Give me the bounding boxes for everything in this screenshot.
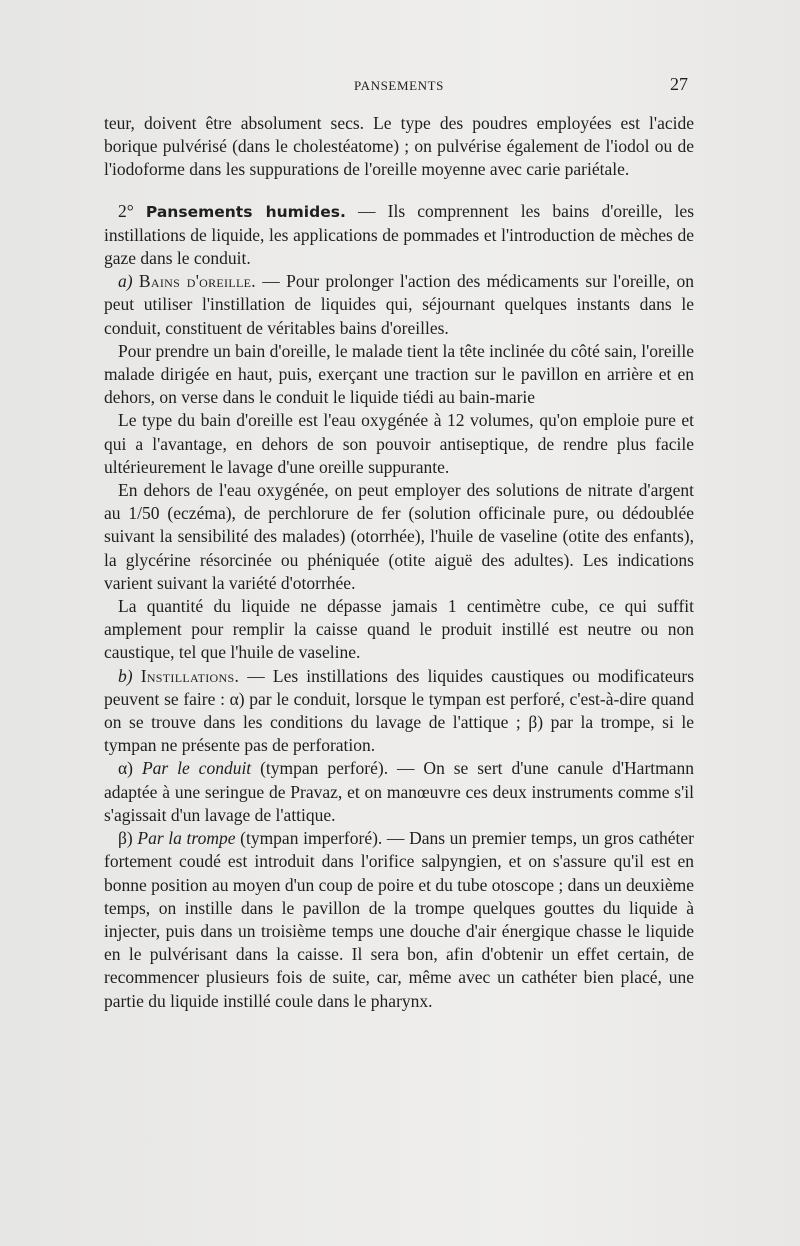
paragraph-text: — Les instillations des liquides caustiques ou modificateurs peuvent se faire : α) par le conduit, lorsque le tympan est perforé, c'est-à-dire quand on se trouve dans les conditions du lavage de l'attique ; β) par la trompe, si le tympan ne présente pas de perforation. (104, 665, 695, 756)
subsection-heading: Par le conduit (141, 758, 252, 779)
subsection-heading: Bains d'oreille. (138, 271, 256, 292)
paragraph-continuation (104, 112, 694, 182)
body-text (104, 112, 694, 1013)
running-head: PANSEMENTS (353, 78, 445, 93)
paragraph-text: Pour prendre un bain d'oreille, le malade tient la tête inclinée du côté sain, l'oreille malade dirigée en haut, puis, exerçant une traction sur le pavillon en arrière et en dehors, on verse dans le conduit le liquide tiédi au bain-marie (104, 340, 694, 408)
subsection-label: a) (118, 271, 133, 292)
paragraph-text: La quantité du liquide ne dépasse jamais 1 centimètre cube, ce qui suffit amplement pour remplir la caisse quand le produit instillé est neutre ou non caustique, tel que l'huile de vaseline. (104, 596, 694, 663)
subsection-heading: Par la trompe (137, 828, 236, 849)
page-header (104, 76, 694, 96)
paragraph (104, 340, 694, 410)
subsection-label: β) (118, 828, 133, 849)
section-pansements-humides (104, 200, 694, 271)
paragraph-text: — Ils comprennent les bains d'oreille, les instillations de liquide, les applications de pommades et l'introduction de mèches de gaze dans le conduit. (104, 200, 695, 269)
paragraph-text: Le type du bain d'oreille est l'eau oxygénée à 12 volumes, qu'on emploie pure et qui a l'avantage, en dehors de son pouvoir antiseptique, de rendre plus facile ultérieurement le lavage d'une oreille suppurante. (104, 410, 694, 477)
subsection-instillations (104, 665, 694, 758)
paragraph (104, 409, 694, 479)
subsection-label: b) (118, 665, 133, 686)
paragraph (104, 479, 694, 595)
paragraph-text: (tympan perforé). — On se sert d'une canule d'Hartmann adaptée à une seringue de Pravaz, et on manœuvre ces deux instruments comme s'il s'agissait d'un lavage de l'attique. (104, 758, 695, 825)
paragraph-text: (tympan imperforé). — Dans un premier temps, un gros cathéter fortement coudé est introduit dans l'orifice salpyngien, et on s'assure qu'il est en bonne position au moyen d'un coup de poire et du tube otoscope ; dans un deuxième temps, on instille dans le pavillon de la trompe quelques gouttes du liquide à injecter, puis dans un troisième temps une douche d'air énergique chasse le liquide en le pulvérisant dans la caisse. Il sera bon, afin d'obtenir un effet certain, de recommencer plusieurs fois de suite, car, même avec un cathéter bien placé, une partie du liquide instillé coule dans le pharynx. (104, 828, 695, 1011)
subsection-label: α) (118, 758, 133, 779)
subsection-bains-oreille (104, 270, 694, 340)
section-number: 2° (118, 200, 134, 221)
section-heading: Pansements humides. (145, 202, 346, 221)
paragraph-text: — Pour prolonger l'action des médicaments sur l'oreille, on peut utiliser l'instillation de liquides qui, séjournant quelques instants dans le conduit, constituent de véritables bains d'oreilles. (104, 271, 694, 338)
paragraph (104, 595, 694, 665)
subsection-par-le-conduit (104, 757, 694, 827)
subsection-par-la-trompe (104, 827, 694, 1013)
paragraph-text: En dehors de l'eau oxygénée, on peut employer des solutions de nitrate d'argent au 1/50 (eczéma), de perchlorure de fer (solution officinale pure, ou dédoublée suivant la sensibilité des malades) (otorrhée), l'huile de vaseline (otite des enfants), la glycérine résorcinée ou phéniquée (otite aiguë des adultes). Les indications varient suivant la variété d'otorrhée. (104, 480, 694, 593)
paragraph-text: teur, doivent être absolument secs. Le type des poudres employées est l'acide borique pulvérisé (dans le cholestéatome) ; on pulvérise également de l'iodol ou de l'iodoforme dans les suppurations de l'oreille moyenne avec carie pariétale. (104, 113, 694, 180)
page-number: 27 (670, 74, 688, 94)
subsection-heading: Instillations. (140, 665, 240, 686)
